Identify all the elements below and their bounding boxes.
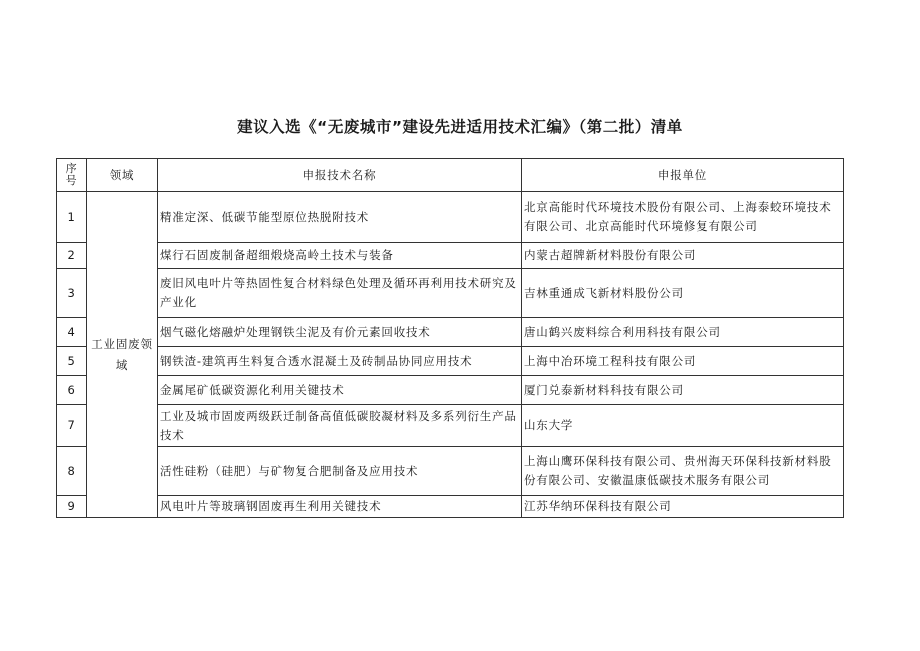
header-serial-line2: 号 xyxy=(65,174,78,187)
header-serial-number xyxy=(57,159,87,192)
technology-name: 活性硅粉（硅肥）与矿物复合肥制备及应用技术 xyxy=(158,447,522,496)
applicant-unit: 吉林重通成飞新材料股份公司 xyxy=(522,269,844,318)
technology-name: 工业及城市固废两级跃迁制备高值低碳胶凝材料及多系列衍生产品技术 xyxy=(158,405,522,447)
applicant-unit: 内蒙古超牌新材料股份有限公司 xyxy=(522,243,844,269)
applicant-unit: 上海中冶环境工程科技有限公司 xyxy=(522,347,844,376)
table-row xyxy=(57,405,844,447)
header-applicant-unit: 申报单位 xyxy=(522,159,844,192)
technology-name: 金属尾矿低碳资源化利用关键技术 xyxy=(158,376,522,405)
header-technology-name: 申报技术名称 xyxy=(158,159,522,192)
row-number: 6 xyxy=(57,376,87,405)
row-number: 1 xyxy=(57,192,87,243)
technology-name: 钢铁渣-建筑再生料复合透水混凝土及砖制品协同应用技术 xyxy=(158,347,522,376)
row-number: 2 xyxy=(57,243,87,269)
technology-name: 煤行石固废制备超细煅烧高岭土技术与装备 xyxy=(158,243,522,269)
table-row xyxy=(57,318,844,347)
applicant-unit: 北京高能时代环境技术股份有限公司、上海泰蛟环境技术有限公司、北京高能时代环境修复有限公司 xyxy=(522,192,844,243)
table-row xyxy=(57,243,844,269)
header-serial-line1: 序 xyxy=(65,162,78,175)
row-number: 3 xyxy=(57,269,87,318)
table-header-row xyxy=(57,159,844,192)
technology-name: 精准定深、低碳节能型原位热脱附技术 xyxy=(158,192,522,243)
technology-name: 风电叶片等玻璃钢固废再生利用关键技术 xyxy=(158,496,522,518)
applicant-unit: 厦门兑泰新材料科技有限公司 xyxy=(522,376,844,405)
table-row xyxy=(57,447,844,496)
applicant-unit: 唐山鹤兴废料综合利用科技有限公司 xyxy=(522,318,844,347)
table-row xyxy=(57,269,844,318)
row-number: 8 xyxy=(57,447,87,496)
table-row xyxy=(57,192,844,243)
row-number: 5 xyxy=(57,347,87,376)
row-number: 7 xyxy=(57,405,87,447)
page-title: 建议入选《“无废城市”建设先进适用技术汇编》（第二批）清单 xyxy=(237,118,683,136)
table-row xyxy=(57,376,844,405)
row-number: 4 xyxy=(57,318,87,347)
table-row xyxy=(57,347,844,376)
applicant-unit: 上海山鹰环保科技有限公司、贵州海天环保科技新材料股份有限公司、安徽温康低碳技术服务有限公司 xyxy=(522,447,844,496)
technology-name: 废旧风电叶片等热固性复合材料绿色处理及循环再利用技术研究及产业化 xyxy=(158,269,522,318)
applicant-unit: 山东大学 xyxy=(522,405,844,447)
table-row xyxy=(57,496,844,518)
technology-list-table xyxy=(56,158,844,518)
header-field: 领域 xyxy=(87,159,158,192)
row-number: 9 xyxy=(57,496,87,518)
applicant-unit: 江苏华纳环保科技有限公司 xyxy=(522,496,844,518)
field-cell: 工业固废领域 xyxy=(87,192,158,518)
technology-name: 烟气磁化熔融炉处理钢铁尘泥及有价元素回收技术 xyxy=(158,318,522,347)
